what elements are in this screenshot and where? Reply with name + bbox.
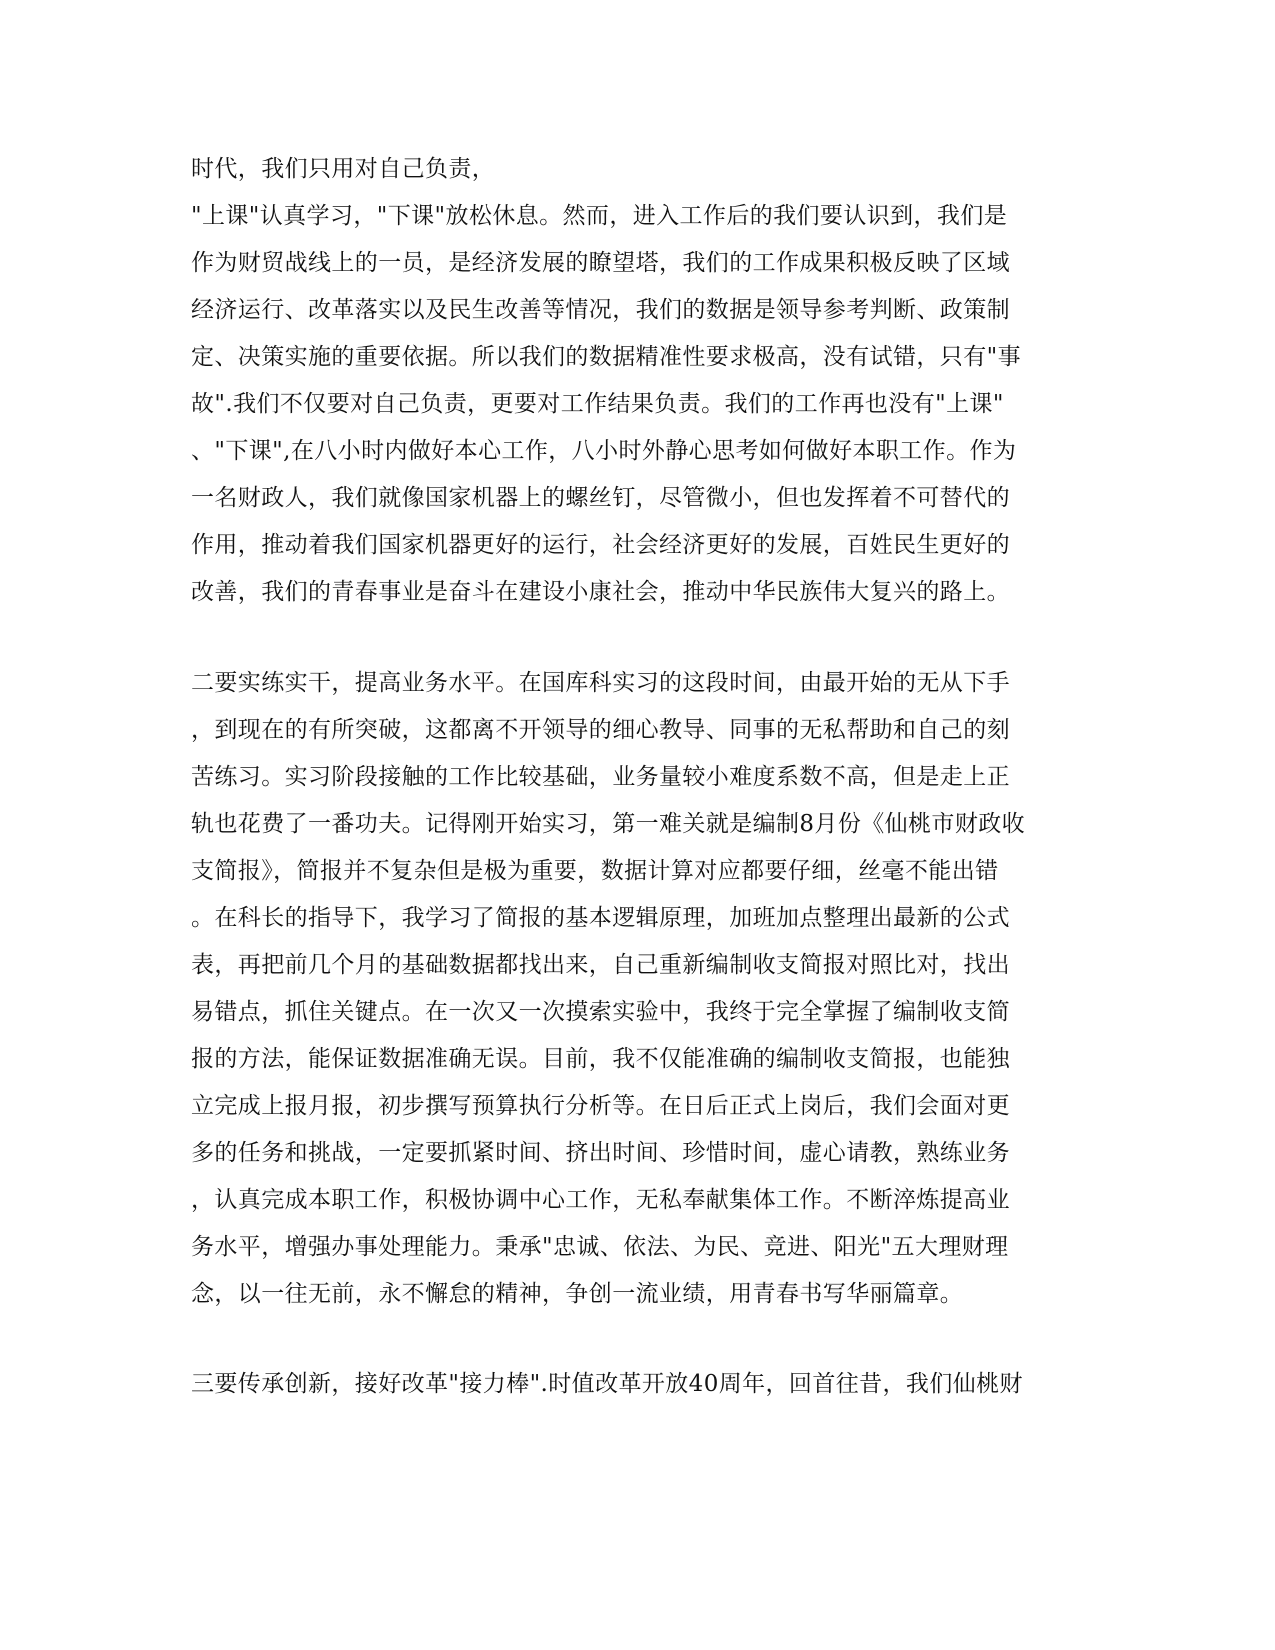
text-line: 一名财政人，我们就像国家机器上的螺丝钉，尽管微小，但也发挥着不可替代的 — [191, 485, 1010, 511]
text-line: 表，再把前几个月的基础数据都找出来，自己重新编制收支简报对照比对，找出 — [191, 952, 1010, 978]
text-line: ，到现在的有所突破，这都离不开领导的细心教导、同事的无私帮助和自己的刻 — [191, 717, 1010, 743]
text-line: 二要实练实干，提高业务水平。在国库科实习的这段时间，由最开始的无从下手 — [191, 670, 1010, 696]
text-line: 时代，我们只用对自己负责， — [191, 156, 496, 182]
text-line: 务水平，增强办事处理能力。秉承"忠诚、依法、为民、竞进、阳光"五大理财理 — [191, 1234, 1009, 1260]
text-line: 苦练习。实习阶段接触的工作比较基础，业务量较小难度系数不高，但是走上正 — [191, 764, 1010, 790]
text-line: 报的方法，能保证数据准确无误。目前，我不仅能准确的编制收支简报，也能独 — [191, 1046, 1010, 1072]
text-line: 多的任务和挑战，一定要抓紧时间、挤出时间、珍惜时间，虚心请教，熟练业务 — [191, 1140, 1010, 1166]
text-line: 故".我们不仅要对自己负责，更要对工作结果负责。我们的工作再也没有"上课" — [191, 391, 1004, 417]
text-line: ，认真完成本职工作，积极协调中心工作，无私奉献集体工作。不断淬炼提高业 — [191, 1187, 1010, 1213]
text-line: 轨也花费了一番功夫。记得刚开始实习，第一难关就是编制8月份《仙桃市财政收 — [191, 811, 1026, 837]
text-line: 支简报》，简报并不复杂但是极为重要，数据计算对应都要仔细，丝毫不能出错 — [191, 858, 999, 884]
text-line: 、"下课",在八小时内做好本心工作，八小时外静心思考如何做好本职工作。作为 — [191, 438, 1017, 464]
text-line: 易错点，抓住关键点。在一次又一次摸索实验中，我终于完全掌握了编制收支简 — [191, 999, 1010, 1025]
text-line: 经济运行、改革落实以及民生改善等情况，我们的数据是领导参考判断、政策制 — [191, 297, 1010, 323]
text-line: 立完成上报月报，初步撰写预算执行分析等。在日后正式上岗后，我们会面对更 — [191, 1093, 1010, 1119]
text-line: 三要传承创新，接好改革"接力棒".时值改革开放40周年，回首往昔，我们仙桃财 — [191, 1371, 1023, 1397]
text-line: 定、决策实施的重要依据。所以我们的数据精准性要求极高，没有试错，只有"事 — [191, 344, 1021, 370]
text-line: "上课"认真学习，"下课"放松休息。然而，进入工作后的我们要认识到，我们是 — [191, 203, 1008, 229]
text-line: 作用，推动着我们国家机器更好的运行，社会经济更好的发展，百姓民生更好的 — [191, 532, 1010, 558]
text-line: 念，以一往无前，永不懈怠的精神，争创一流业绩，用青春书写华丽篇章。 — [191, 1281, 964, 1307]
text-line: 作为财贸战线上的一员，是经济发展的瞭望塔，我们的工作成果积极反映了区域 — [191, 250, 1010, 276]
text-line: 改善，我们的青春事业是奋斗在建设小康社会，推动中华民族伟大复兴的路上。 — [191, 579, 1010, 605]
text-line: 。在科长的指导下，我学习了简报的基本逻辑原理，加班加点整理出最新的公式 — [191, 905, 1010, 931]
